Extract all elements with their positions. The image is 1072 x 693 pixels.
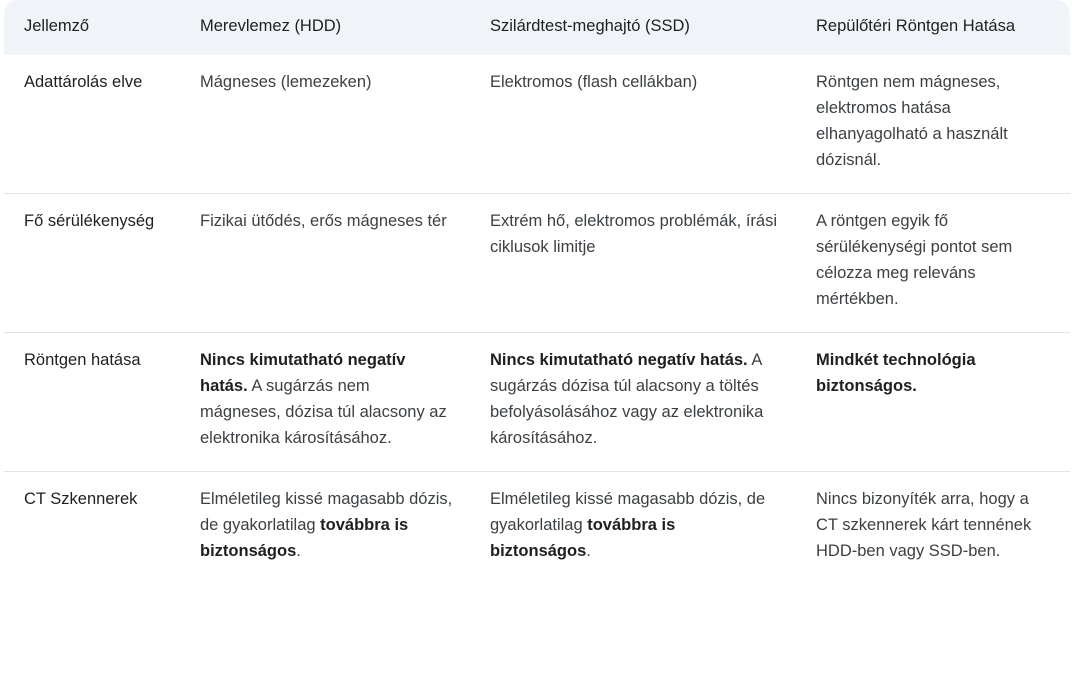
cell-ssd-text: A sugárzás dózisa túl alacsony a töltés befolyásolásához vagy az elektronika károsításához. xyxy=(490,351,764,447)
table-body xyxy=(4,55,1070,584)
cell-hdd-period: . xyxy=(296,542,301,560)
cell-hdd-text: Elméletileg kissé magasabb dózis, de gyakorlatilag xyxy=(200,490,453,534)
table-row xyxy=(4,55,1070,194)
cell-ssd xyxy=(470,472,796,585)
row-header-storage-principle: Adattárolás elve xyxy=(4,55,180,194)
table-row xyxy=(4,194,1070,333)
cell-ssd xyxy=(470,333,796,472)
row-header-main-vulnerability: Fő sérülékenység xyxy=(4,194,180,333)
cell-hdd-bold: továbbra is biztonságos xyxy=(200,516,409,560)
table-row xyxy=(4,333,1070,472)
comparison-table xyxy=(4,0,1070,584)
cell-ssd-period: . xyxy=(586,542,591,560)
table-row xyxy=(4,472,1070,585)
cell-hdd xyxy=(180,472,470,585)
cell-hdd-text: A sugárzás nem mágneses, dózisa túl alacsony az elektronika károsításához. xyxy=(200,377,447,447)
cell-ssd: Elektromos (flash cellákban) xyxy=(470,55,796,194)
cell-hdd-bold: Nincs kimutatható negatív hatás. xyxy=(200,351,406,395)
cell-hdd xyxy=(180,333,470,472)
table-header-row xyxy=(4,0,1070,55)
cell-xray: A röntgen egyik fő sérülékenységi pontot sem célozza meg releváns mértékben. xyxy=(796,194,1070,333)
cell-ssd-bold: továbbra is biztonságos xyxy=(490,516,676,560)
cell-xray-bold: Mindkét technológia biztonságos. xyxy=(816,351,976,395)
column-header-ssd: Szilárdtest-meghajtó (SSD) xyxy=(490,17,690,35)
cell-hdd: Mágneses (lemezeken) xyxy=(180,55,470,194)
column-header-feature: Jellemző xyxy=(24,17,90,35)
cell-xray: Röntgen nem mágneses, elektromos hatása elhanyagolható a használt dózisnál. xyxy=(796,55,1070,194)
cell-xray: Nincs bizonyíték arra, hogy a CT szkennerek kárt tennének HDD-ben vagy SSD-ben. xyxy=(816,490,1032,560)
cell-hdd: Fizikai ütődés, erős mágneses tér xyxy=(180,194,470,333)
cell-ssd-bold: Nincs kimutatható negatív hatás. xyxy=(490,351,748,369)
cell-ssd-text: Elméletileg kissé magasabb dózis, de gyakorlatilag xyxy=(490,490,766,534)
comparison-table-container xyxy=(4,0,1070,693)
row-header-xray-effect: Röntgen hatása xyxy=(4,333,180,472)
cell-ssd: Extrém hő, elektromos problémák, írási ciklusok limitje xyxy=(470,194,796,333)
column-header-xray-effect: Repülőtéri Röntgen Hatása xyxy=(816,17,1016,35)
row-header-ct-scanners: CT Szkennerek xyxy=(24,490,138,508)
table-header xyxy=(4,0,1070,55)
column-header-hdd: Merevlemez (HDD) xyxy=(200,17,342,35)
cell-xray xyxy=(796,333,1070,472)
